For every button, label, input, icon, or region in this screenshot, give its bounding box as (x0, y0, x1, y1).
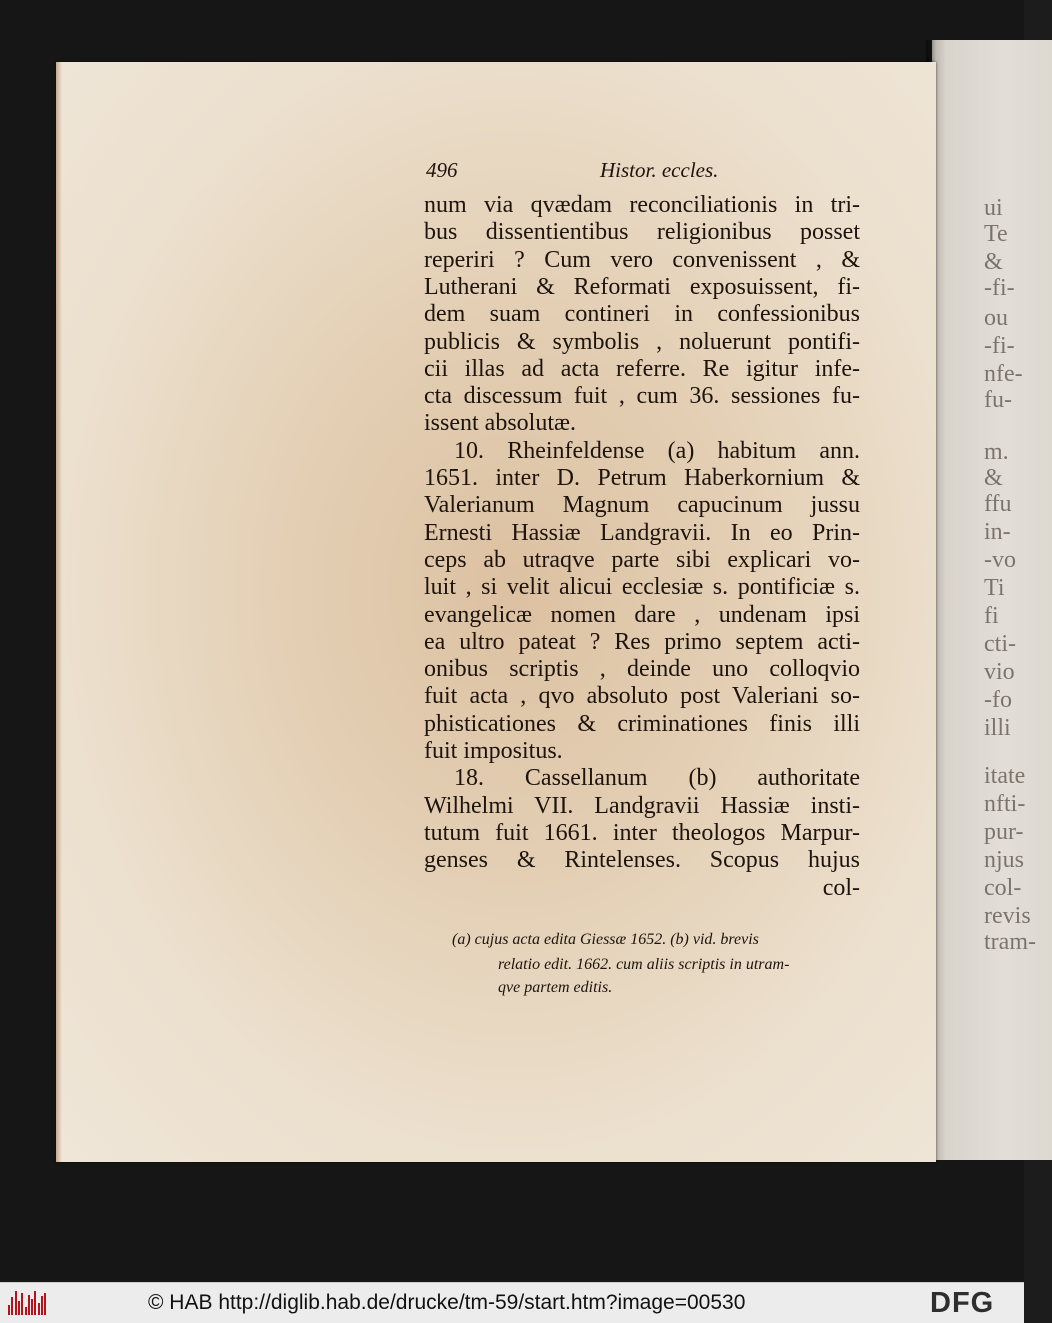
bleed-fragment: illi (984, 715, 1011, 741)
text-line: 18. Cassellanum (b) authoritate (454, 765, 860, 792)
text-line: 1651. inter D. Petrum Haberkornium & (424, 465, 860, 491)
text-line: evangelicæ nomen dare , undenam ipsi (424, 601, 860, 628)
text-line: fuit impositus. (424, 738, 563, 764)
bleed-fragment: in- (984, 519, 1011, 545)
page-number: 496 (426, 158, 458, 182)
text-line: luit , si velit alicui ecclesiæ s. pontificiæ s. (424, 574, 860, 601)
text-line: cii illas ad acta referre. Re igitur infe- (424, 355, 860, 382)
text-line: Valerianum Magnum capucinum jussu (424, 492, 860, 519)
text-line: phisticationes & criminationes finis illi (424, 710, 860, 737)
bleed-fragment: ffu (984, 491, 1012, 517)
bleed-fragment: vio (984, 659, 1015, 685)
bleed-fragment: ou (984, 305, 1008, 331)
text-line: cta discessum fuit , cum 36. sessiones fu- (424, 383, 860, 410)
bleed-fragment: tram- (984, 929, 1036, 955)
footnote-line: qve partem editis. (498, 979, 613, 996)
text-line: genses & Rintelenses. Scopus hujus (424, 847, 860, 874)
text-line: ceps ab utraqve parte sibi explicari vo- (424, 546, 860, 573)
bleed-fragment: ui (984, 195, 1003, 221)
bleed-fragment: -fi- (984, 333, 1015, 359)
bleed-fragment: & (984, 249, 1003, 275)
bleed-fragment: -fi- (984, 275, 1015, 301)
bleed-fragment: col- (984, 875, 1022, 901)
dfg-logo: DFG (930, 1287, 995, 1319)
text-line: Wilhelmi VII. Landgravii Hassiæ insti- (424, 792, 860, 819)
footnote-line: relatio edit. 1662. cum aliis scriptis in utram- (498, 956, 790, 973)
footnote-line: (a) cujus acta edita Giessæ 1652. (b) vid. brevis (452, 931, 759, 948)
text-line: reperiri ? Cum vero convenissent , & (424, 246, 860, 273)
bleed-fragment: -fo (984, 687, 1012, 713)
text-line: col- (822, 874, 860, 901)
bleed-fragment: fi (984, 603, 999, 629)
bleed-fragment: fu- (984, 387, 1012, 413)
text-line: 10. Rheinfeldense (a) habitum ann. (454, 437, 860, 464)
text-line: ea ultro pateat ? Res primo septem acti- (424, 628, 860, 655)
bleed-fragment: -vo (984, 547, 1016, 573)
footer-bar (0, 1282, 1024, 1323)
bleed-fragment: Ti (984, 575, 1005, 601)
bleed-fragment: cti- (984, 631, 1016, 657)
running-title: Histor. eccles. (600, 158, 719, 182)
text-line: issent absolutæ. (424, 410, 577, 437)
page-header (424, 158, 856, 188)
text-line: fuit acta , qvo absoluto post Valeriani so- (424, 683, 860, 710)
bleed-fragment: nfti- (984, 791, 1026, 817)
text-line: publicis & symbolis , noluerunt pontifi- (424, 328, 860, 355)
bleed-fragment: pur- (984, 819, 1024, 845)
text-line: onibus scriptis , deinde uno colloqvio (424, 656, 860, 683)
bleed-fragment: itate (984, 763, 1026, 789)
source-citation-link[interactable]: © HAB http://diglib.hab.de/drucke/tm-59/start.htm?image=00530 (148, 1291, 746, 1314)
text-line: Ernesti Hassiæ Landgravii. In eo Prin- (424, 519, 860, 546)
bleed-fragment: Te (984, 221, 1008, 247)
bleed-fragment: njus (984, 847, 1025, 873)
hab-logo-icon (8, 1291, 48, 1315)
text-line: Lutherani & Reformati exposuissent, fi- (424, 273, 860, 300)
text-line: tutum fuit 1661. inter theologos Marpur- (424, 819, 860, 846)
text-line: dem suam contineri in confessionibus (424, 301, 860, 328)
bleed-fragment: m. (984, 439, 1009, 465)
bleed-fragment: & (984, 465, 1003, 491)
bleed-fragment: nfe- (984, 361, 1023, 387)
text-line: bus dissentientibus religionibus posset (424, 219, 860, 246)
text-line: num via qvædam reconciliationis in tri- (424, 192, 860, 218)
bleed-fragment: revis (984, 903, 1031, 929)
